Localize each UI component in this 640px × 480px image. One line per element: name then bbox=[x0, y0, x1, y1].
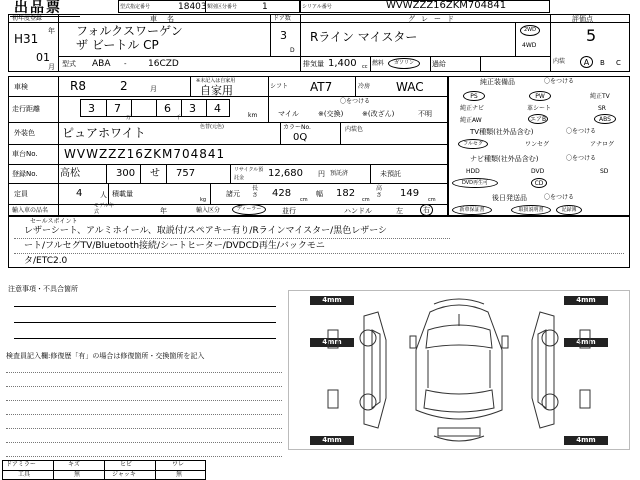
post-title: 後日発送品 bbox=[492, 194, 527, 202]
load-kg: kg bbox=[200, 197, 207, 203]
car-name-line2: ザ ビートル CP bbox=[76, 38, 159, 52]
bottom-value-1: 工具 bbox=[18, 471, 31, 478]
mileage-sen: 千 bbox=[176, 115, 182, 121]
wid-cm: cm bbox=[362, 197, 370, 203]
meter-swap: ※(交換) bbox=[318, 110, 344, 118]
bottom-value-4: 無 bbox=[176, 471, 183, 478]
hei-cm: cm bbox=[428, 197, 436, 203]
reg-label: 登録No. bbox=[12, 170, 38, 178]
tv-analog: アナログ bbox=[590, 141, 615, 148]
capacity-unit: 人 bbox=[100, 191, 107, 199]
navi-type-title: ナビ種類(社外品含む) bbox=[470, 155, 539, 163]
inspection-label: 車検 bbox=[14, 83, 28, 91]
caution-label: 注意事項・不具合箇所 bbox=[8, 285, 78, 293]
import-parallel: 並行 bbox=[282, 207, 296, 215]
wid-label: 幅 bbox=[316, 190, 323, 198]
recycle-yen: 円 bbox=[318, 170, 325, 178]
color-sub-label: 色替(元色) bbox=[200, 124, 224, 130]
option-abs: ABS bbox=[594, 114, 616, 124]
bottom-header-3: ヒビ bbox=[120, 461, 133, 468]
reg-class: 300 bbox=[116, 168, 136, 179]
score-value: 5 bbox=[586, 26, 597, 45]
serial-value: WVWZZZ16ZKM704841 bbox=[386, 0, 507, 11]
model-year-label: モデル年式 bbox=[94, 203, 114, 215]
option-leather: 革シート bbox=[527, 105, 552, 112]
inspection-era: R8 bbox=[70, 79, 86, 93]
import-cat-label: 輸入区分 bbox=[196, 207, 221, 214]
shift-label: シフト bbox=[270, 83, 289, 90]
capacity-value: 4 bbox=[76, 188, 83, 199]
len-cm: cm bbox=[300, 197, 308, 203]
standard-note: 〇をつける bbox=[544, 78, 575, 85]
drive-2wd: 2WD bbox=[520, 25, 540, 36]
recycle-end: 預託済 bbox=[330, 170, 349, 177]
mileage-digit-2: 7 bbox=[114, 102, 121, 115]
fuel-value: ガソリン bbox=[388, 58, 420, 69]
color-value: ピュアホワイト bbox=[62, 126, 146, 140]
interior-grade: A bbox=[580, 56, 593, 68]
handle-left: 左 bbox=[396, 207, 403, 215]
tv-oneseg: ワンセグ bbox=[525, 141, 550, 148]
year-unit: 年 bbox=[48, 27, 55, 35]
tread-badge-br: 4mm bbox=[564, 436, 608, 445]
bottom-header-4: ワレ bbox=[172, 461, 185, 468]
post-note: 〇をつける bbox=[544, 194, 575, 201]
meter-note: 〇をつける bbox=[340, 98, 371, 105]
post-manual: 取扱説明書 bbox=[511, 205, 551, 215]
import-label: 輸入車の品名 bbox=[12, 207, 49, 214]
mileage-digit-1: 3 bbox=[88, 102, 95, 115]
import-dealer: ディーラー bbox=[232, 204, 266, 215]
score-label: 評価点 bbox=[572, 15, 593, 23]
vin-label: 車台No. bbox=[12, 150, 38, 158]
fuel-label: 燃料 bbox=[372, 60, 385, 67]
interior-b: B bbox=[600, 59, 605, 67]
shift-value: AT7 bbox=[310, 80, 333, 94]
color-code-value: 0Q bbox=[293, 132, 308, 143]
sales-points-label: セールスポイント bbox=[30, 218, 78, 225]
recycle-value: 12,680 bbox=[268, 168, 303, 179]
sales-point-line-2: ート/フルセグTV/Bluetooth接続/シートヒーター/DVDCD再生/バックモニ bbox=[24, 241, 325, 251]
usage-value: 自家用 bbox=[200, 84, 233, 97]
reg-place: 高松 bbox=[60, 168, 80, 179]
displacement-label: 排気量 bbox=[303, 60, 324, 68]
model-year-unit: 年 bbox=[160, 207, 167, 215]
tv-type-note: 〇をつける bbox=[566, 128, 597, 135]
model-code-value: 18403 bbox=[178, 2, 207, 12]
displacement-value: 1,400 bbox=[328, 58, 357, 69]
bottom-value-3: ジャッキ bbox=[112, 471, 136, 478]
first-reg-label: 初年度登録 bbox=[12, 15, 43, 22]
cc-unit: cc bbox=[362, 64, 368, 70]
mileage-box bbox=[80, 99, 230, 117]
interior-color-label: 内装色 bbox=[345, 126, 364, 133]
ac-value: WAC bbox=[396, 80, 424, 94]
reg-kana: せ bbox=[150, 168, 160, 179]
vin-value: WVWZZZ16ZKM704841 bbox=[64, 147, 226, 161]
mileage-digit-3: 6 bbox=[164, 102, 171, 115]
option-ps: PS bbox=[463, 91, 485, 101]
option-air: エアB bbox=[529, 116, 547, 123]
standard-title: 純正装備品 bbox=[480, 78, 515, 86]
hei-label: 高さ bbox=[376, 185, 383, 199]
mileage-km: km bbox=[248, 112, 258, 119]
vehicle-outline-diagram bbox=[288, 290, 630, 450]
color-code-label: カラーNo. bbox=[283, 124, 311, 131]
meter-tamper: ※(改ざん) bbox=[362, 110, 395, 118]
class-code-label: 類別区分番号 bbox=[207, 4, 238, 10]
class-code-value: 1 bbox=[262, 2, 268, 12]
ac-label: 冷房 bbox=[358, 83, 371, 90]
tread-badge-mr: 4mm bbox=[564, 338, 608, 347]
navi-dvd: DVD bbox=[531, 168, 545, 175]
month-unit: 月 bbox=[48, 63, 55, 71]
tread-badge-tr: 4mm bbox=[564, 296, 608, 305]
handle-right: 右 bbox=[420, 204, 433, 216]
handle-label: ハンドル bbox=[344, 207, 372, 215]
option-navi: 純正ナビ bbox=[460, 105, 485, 112]
option-tv: 純正TV bbox=[590, 93, 610, 100]
sales-point-line-3: タ/ETC2.0 bbox=[24, 256, 68, 266]
tv-fullseg: フルセグ bbox=[458, 139, 488, 149]
recycle-label: リサイクル預託金 bbox=[234, 167, 264, 181]
first-reg-era: H31 bbox=[14, 32, 39, 46]
mileage-man: 万 bbox=[126, 115, 132, 121]
first-reg-month: 01 bbox=[36, 51, 50, 64]
model-code-label: 型式指定番号 bbox=[120, 4, 151, 10]
tread-badge-bl: 4mm bbox=[310, 436, 354, 445]
mileage-label: 走行距離 bbox=[12, 105, 40, 113]
meter-mile: マイル bbox=[278, 110, 299, 118]
capacity-label: 定員 bbox=[14, 190, 28, 198]
bottom-value-2: 無 bbox=[74, 471, 81, 478]
reg-num: 757 bbox=[176, 168, 196, 179]
car-name-label: 車名 bbox=[150, 15, 184, 23]
navi-dvd-play: DVD再生可 bbox=[452, 178, 498, 188]
navi-hdd: HDD bbox=[466, 168, 480, 175]
option-sr: SR bbox=[598, 105, 606, 112]
tread-badge-tl: 4mm bbox=[310, 296, 354, 305]
post-warranty: 新車保証書 bbox=[452, 205, 492, 215]
model-label: 型式 bbox=[62, 60, 76, 68]
option-pw: PW bbox=[529, 91, 551, 101]
inspection-month-unit: 月 bbox=[150, 85, 157, 93]
serial-label: シリアル番号 bbox=[302, 4, 332, 10]
doors-value: 3 bbox=[280, 29, 287, 42]
doors-d: D bbox=[290, 47, 295, 54]
inspection-month: 2 bbox=[120, 79, 128, 93]
navi-cd: CD bbox=[531, 178, 547, 188]
len-label: 長さ bbox=[252, 185, 259, 199]
sales-point-line-1: レザーシート、アルミホイール、取説付/スペアキー有り/Rラインマイスター/黒色レザーシ bbox=[24, 226, 388, 236]
model-code: 16CZD bbox=[148, 59, 179, 69]
option-aw: 純正AW bbox=[460, 117, 482, 124]
form-title: 出品票 bbox=[14, 0, 62, 16]
meter-unknown: 不明 bbox=[418, 110, 432, 118]
color-label: 外装色 bbox=[14, 129, 35, 137]
post-record: 記録簿 bbox=[556, 205, 582, 215]
load-label: 積載量 bbox=[112, 190, 133, 198]
tread-badge-ml: 4mm bbox=[310, 338, 354, 347]
height-value: 149 bbox=[400, 188, 420, 199]
length-value: 428 bbox=[272, 188, 292, 199]
recycle-none: 未預託 bbox=[380, 170, 401, 178]
turbo-label: 過給 bbox=[432, 60, 446, 68]
dims-label: 諸元 bbox=[226, 190, 240, 198]
width-value: 182 bbox=[336, 188, 356, 199]
mileage-digit-4: 3 bbox=[189, 102, 196, 115]
usage-note: ※未記入は自家用 bbox=[196, 78, 236, 84]
navi-type-note: 〇をつける bbox=[566, 155, 597, 162]
grade-label: グレード bbox=[408, 15, 460, 23]
car-name-line1: フォルクスワーゲン bbox=[76, 24, 183, 38]
interior-c: C bbox=[616, 59, 621, 67]
bottom-header-1: ドアミラー bbox=[6, 461, 36, 468]
model-prefix: ABA bbox=[92, 59, 111, 69]
interior-label: 内装 bbox=[553, 58, 566, 65]
tv-type-title: TV種類(社外品含む) bbox=[470, 128, 534, 136]
grade-value: Rライン マイスター bbox=[310, 30, 418, 44]
drive-4wd: 4WD bbox=[522, 42, 537, 49]
inspector-label: 検査員記入欄:修復歴「有」の場合は修復箇所・交換箇所を記入 bbox=[6, 352, 205, 360]
mileage-digit-5: 4 bbox=[214, 102, 221, 115]
navi-sd: SD bbox=[600, 168, 609, 175]
doors-label: ドア数 bbox=[273, 15, 291, 22]
bottom-header-2: キズ bbox=[68, 461, 80, 468]
